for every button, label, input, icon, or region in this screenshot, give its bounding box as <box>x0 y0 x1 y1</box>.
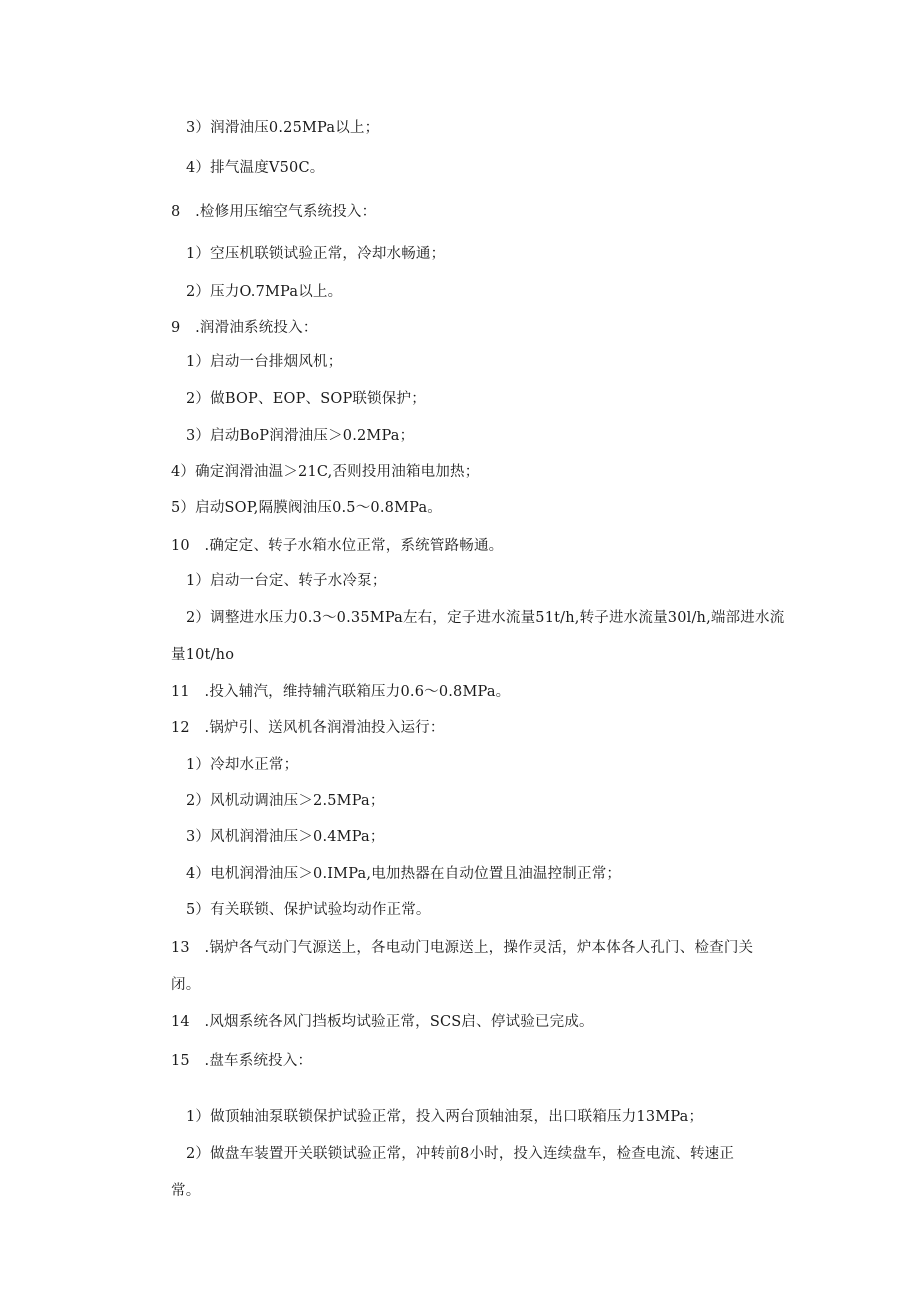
section-13-heading: 13 .锅炉各气动门气源送上，各电动门电源送上，操作灵活，炉本体各人孔门、检查门关 <box>171 940 754 956</box>
item-5-start-sop: 5）启动SOP,隔膜阀油压0.5～0.8MPa。 <box>171 500 442 516</box>
item-2-continuation: 量10t/ho <box>171 647 235 663</box>
item-1-cooling-water: 1）冷却水正常； <box>186 757 299 773</box>
section-12-heading: 12 .锅炉引、送风机各润滑油投入运行： <box>171 720 445 736</box>
item-2-pressure: 2）压力O.7MPa以上。 <box>186 284 343 300</box>
item-2-turning-gear-continuation: 常。 <box>171 1183 201 1199</box>
item-5-interlock-tests: 5）有关联锁、保护试验均动作正常。 <box>186 902 431 918</box>
item-2-interlock-protection: 2）做BOP、EOP、SOP联锁保护； <box>186 391 426 407</box>
item-1-start-exhaust-fan: 1）启动一台排烟风机； <box>186 354 343 370</box>
item-4-exhaust-temperature: 4）排气温度V50C。 <box>186 160 325 176</box>
item-1-start-cooling-pump: 1）启动一台定、转子水冷泵； <box>186 573 387 589</box>
section-10-heading: 10 .确定定、转子水箱水位正常，系统管路畅通。 <box>171 538 504 554</box>
section-13-continuation: 闭。 <box>171 977 201 993</box>
item-2-adjust-inlet-pressure: 2）调整进水压力0.3～0.35MPa左右，定子进水流量51t/h,转子进水流量30l/h,端部进水流 <box>186 610 785 626</box>
section-9-heading: 9 .润滑油系统投入： <box>171 320 318 336</box>
item-2-turning-gear: 2）做盘车装置开关联锁试验正常，冲转前8小时，投入连续盘车，检查电流、转速正 <box>186 1146 735 1162</box>
item-2-fan-control-oil: 2）风机动调油压＞2.5MPa； <box>186 793 385 809</box>
item-3-start-bop: 3）启动BoP润滑油压＞0.2MPa； <box>186 428 415 444</box>
item-3-lube-oil-pressure: 3）润滑油压0.25MPa以上； <box>186 120 380 136</box>
section-8-heading: 8 .检修用压缩空气系统投入： <box>171 204 377 220</box>
item-3-fan-lube-oil: 3）风机润滑油压＞0.4MPa； <box>186 829 385 845</box>
item-4-motor-lube-oil: 4）电机润滑油压＞0.IMPa,电加热器在自动位置且油温控制正常； <box>186 866 622 882</box>
section-15-heading: 15 .盘车系统投入： <box>171 1053 313 1069</box>
item-1-jacking-oil-pump: 1）做顶轴油泵联锁保护试验正常，投入两台顶轴油泵，出口联箱压力13MPa； <box>186 1109 704 1125</box>
item-1-compressor-interlock: 1）空压机联锁试验正常，冷却水畅通； <box>186 246 446 262</box>
section-11-heading: 11 .投入辅汽，维持辅汽联箱压力0.6～0.8MPa。 <box>171 684 511 700</box>
section-14-heading: 14 .风烟系统各风门挡板均试验正常，SCS启、停试验已完成。 <box>171 1014 594 1030</box>
item-4-oil-temperature: 4）确定润滑油温＞21C,否则投用油箱电加热； <box>171 464 480 480</box>
